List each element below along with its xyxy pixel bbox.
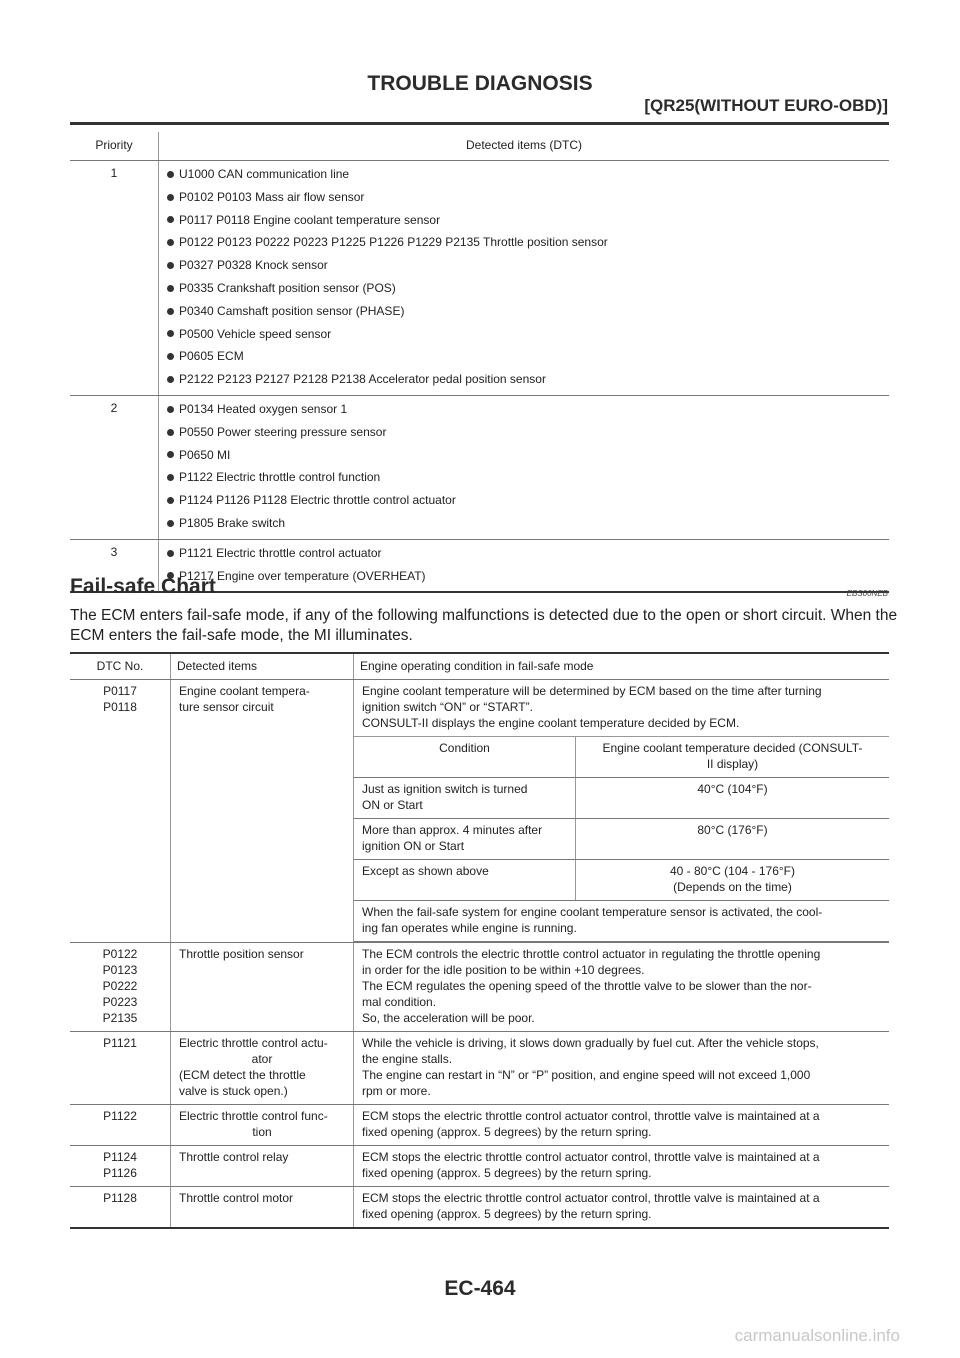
bullet-icon xyxy=(167,406,174,413)
detected-item-cell: Throttle position sensor xyxy=(171,943,354,1032)
priority-row-1 xyxy=(70,161,889,396)
bullet-icon xyxy=(167,194,174,201)
bullet-icon xyxy=(167,330,174,337)
list-item: P0327 P0328 Knock sensor xyxy=(163,254,885,277)
list-item: P1124 P1126 P1128 Electric throttle control actuator xyxy=(163,489,885,512)
condition-cell: The ECM controls the electric throttle control actuator in regulating the throttle opening in order for the idle position to be within +10 degrees. The ECM regulates the opening speed of the throttle valve to be slower than the nor- mal condition. So, the acceleration will be poor. xyxy=(354,943,890,1032)
detected-item-cell: Electric throttle control func- tion xyxy=(171,1105,354,1146)
list-item: P0335 Crankshaft position sensor (POS) xyxy=(163,277,885,300)
list-item: U1000 CAN communication line xyxy=(163,163,885,186)
priority-table xyxy=(70,132,889,593)
bullet-icon xyxy=(167,308,174,315)
list-item: P0134 Heated oxygen sensor 1 xyxy=(163,398,885,421)
dtc-cell: P1121 xyxy=(70,1032,171,1105)
page-title: TROUBLE DIAGNOSIS xyxy=(367,72,593,95)
table-row xyxy=(70,1105,889,1146)
page-subtitle: [QR25(WITHOUT EURO-OBD)] xyxy=(644,96,888,115)
section-paragraph: The ECM enters fail-safe mode, if any of the following malfunctions is detected due to the open or short circuit. When the ECM enters the fail-safe mode, the MI illuminates. xyxy=(70,607,898,644)
table-row xyxy=(70,1187,889,1229)
bullet-icon xyxy=(167,497,174,504)
list-item: P0550 Power steering pressure sensor xyxy=(163,421,885,444)
detected-item-cell: Electric throttle control actu- ator (ECM detect the throttle valve is stuck open.) xyxy=(171,1032,354,1105)
condition-cell: ECM stops the electric throttle control actuator control, throttle valve is maintained at a fixed opening (approx. 5 degrees) by the return spring. xyxy=(354,1187,890,1229)
list-item: P1122 Electric throttle control function xyxy=(163,466,885,489)
bullet-icon xyxy=(167,474,174,481)
table-row xyxy=(70,943,889,1032)
condition-cell: While the vehicle is driving, it slows down gradually by fuel cut. After the vehicle stops, the engine stalls. The engine can restart in “N” or “P” position, and engine speed will not exceed 1,000 rpm or more. xyxy=(354,1032,890,1105)
detected-items-header: Detected items xyxy=(171,653,354,680)
failsafe-table-header xyxy=(70,653,889,680)
priority-header: Priority xyxy=(70,132,159,161)
priority-table-header xyxy=(70,132,889,161)
bullet-icon xyxy=(167,550,174,557)
table-row xyxy=(70,1032,889,1105)
failsafe-table xyxy=(70,652,889,1229)
priority-number: 1 xyxy=(70,161,159,396)
bullet-icon xyxy=(167,451,174,458)
priority-number: 2 xyxy=(70,395,159,539)
table-row xyxy=(70,680,889,943)
list-item: P0605 ECM xyxy=(163,345,885,368)
list-item: P1805 Brake switch xyxy=(163,512,885,535)
watermark: carmanualsonline.info xyxy=(734,1326,900,1345)
page-number: EC-464 xyxy=(444,1277,516,1300)
condition-cell: Engine coolant temperature will be determined by ECM based on the time after turning ignition switch “ON” or “START”. CONSULT-II displays the engine coolant temperature decided by ECM. Condition Engine coolant temperature decided (CONSULT- II display) Just as ignition switch is turned ON or Start 40°C (104°F) More than approx. 4 minutes after ignition ON or Start 80°C (176°F) Except as shown above 40 - 80°C (104 - 176°F) (Depends on the time) When the fail-safe system for engine coolant temperature sensor is activated, the cool- ing fan operates while engine is running. xyxy=(354,680,890,943)
list-item: P1121 Electric throttle control actuator xyxy=(163,542,885,565)
section-code: EBS00NEB xyxy=(846,589,888,598)
header-rule xyxy=(70,122,889,125)
list-item: P0122 P0123 P0222 P0223 P1225 P1226 P1229 P2135 Throttle position sensor xyxy=(163,231,885,254)
dtc-cell: P1124 P1126 xyxy=(70,1146,171,1187)
list-item: P1217 Engine over temperature (OVERHEAT) xyxy=(163,565,885,588)
subtable-row: More than approx. 4 minutes after ignition ON or Start 80°C (176°F) xyxy=(354,819,889,860)
priority-items xyxy=(159,161,890,396)
table-row xyxy=(70,1146,889,1187)
dtc-cell: P1122 xyxy=(70,1105,171,1146)
condition-header: Engine operating condition in fail-safe mode xyxy=(354,653,890,680)
bullet-icon xyxy=(167,239,174,246)
subtable-header: Condition Engine coolant temperature decided (CONSULT- II display) xyxy=(354,737,889,778)
detected-item-cell: Throttle control motor xyxy=(171,1187,354,1229)
detected-items-header: Detected items (DTC) xyxy=(159,132,890,161)
list-item: P0117 P0118 Engine coolant temperature sensor xyxy=(163,209,885,232)
list-item: P2122 P2123 P2127 P2128 P2138 Accelerator pedal position sensor xyxy=(163,368,885,391)
list-item: P0340 Camshaft position sensor (PHASE) xyxy=(163,300,885,323)
priority-row-2 xyxy=(70,395,889,539)
bullet-icon xyxy=(167,216,174,223)
dtc-header: DTC No. xyxy=(70,653,171,680)
priority-items xyxy=(159,539,890,592)
list-item: P0102 P0103 Mass air flow sensor xyxy=(163,186,885,209)
bullet-icon xyxy=(167,429,174,436)
list-item: P0500 Vehicle speed sensor xyxy=(163,323,885,346)
priority-items xyxy=(159,395,890,539)
subtable-row: Just as ignition switch is turned ON or Start 40°C (104°F) xyxy=(354,778,889,819)
bullet-icon xyxy=(167,285,174,292)
bullet-icon xyxy=(167,376,174,383)
subtable-note: When the fail-safe system for engine coolant temperature sensor is activated, the cool- ing fan operates while engine is running. xyxy=(354,901,889,942)
condition-cell: ECM stops the electric throttle control actuator control, throttle valve is maintained at a fixed opening (approx. 5 degrees) by the return spring. xyxy=(354,1146,890,1187)
section-title: Fail-safe Chart xyxy=(70,575,216,598)
subtable-row: Except as shown above 40 - 80°C (104 - 176°F) (Depends on the time) xyxy=(354,860,889,901)
condition-cell: ECM stops the electric throttle control actuator control, throttle valve is maintained at a fixed opening (approx. 5 degrees) by the return spring. xyxy=(354,1105,890,1146)
detected-item-cell: Engine coolant tempera- ture sensor circuit xyxy=(171,680,354,943)
list-item: P0650 MI xyxy=(163,444,885,467)
coolant-subtable xyxy=(354,736,889,942)
dtc-cell: P0122 P0123 P0222 P0223 P2135 xyxy=(70,943,171,1032)
detected-item-cell: Throttle control relay xyxy=(171,1146,354,1187)
dtc-cell: P1128 xyxy=(70,1187,171,1229)
dtc-cell: P0117 P0118 xyxy=(70,680,171,943)
bullet-icon xyxy=(167,353,174,360)
bullet-icon xyxy=(167,520,174,527)
bullet-icon xyxy=(167,171,174,178)
priority-number: 3 xyxy=(70,539,159,592)
bullet-icon xyxy=(167,262,174,269)
